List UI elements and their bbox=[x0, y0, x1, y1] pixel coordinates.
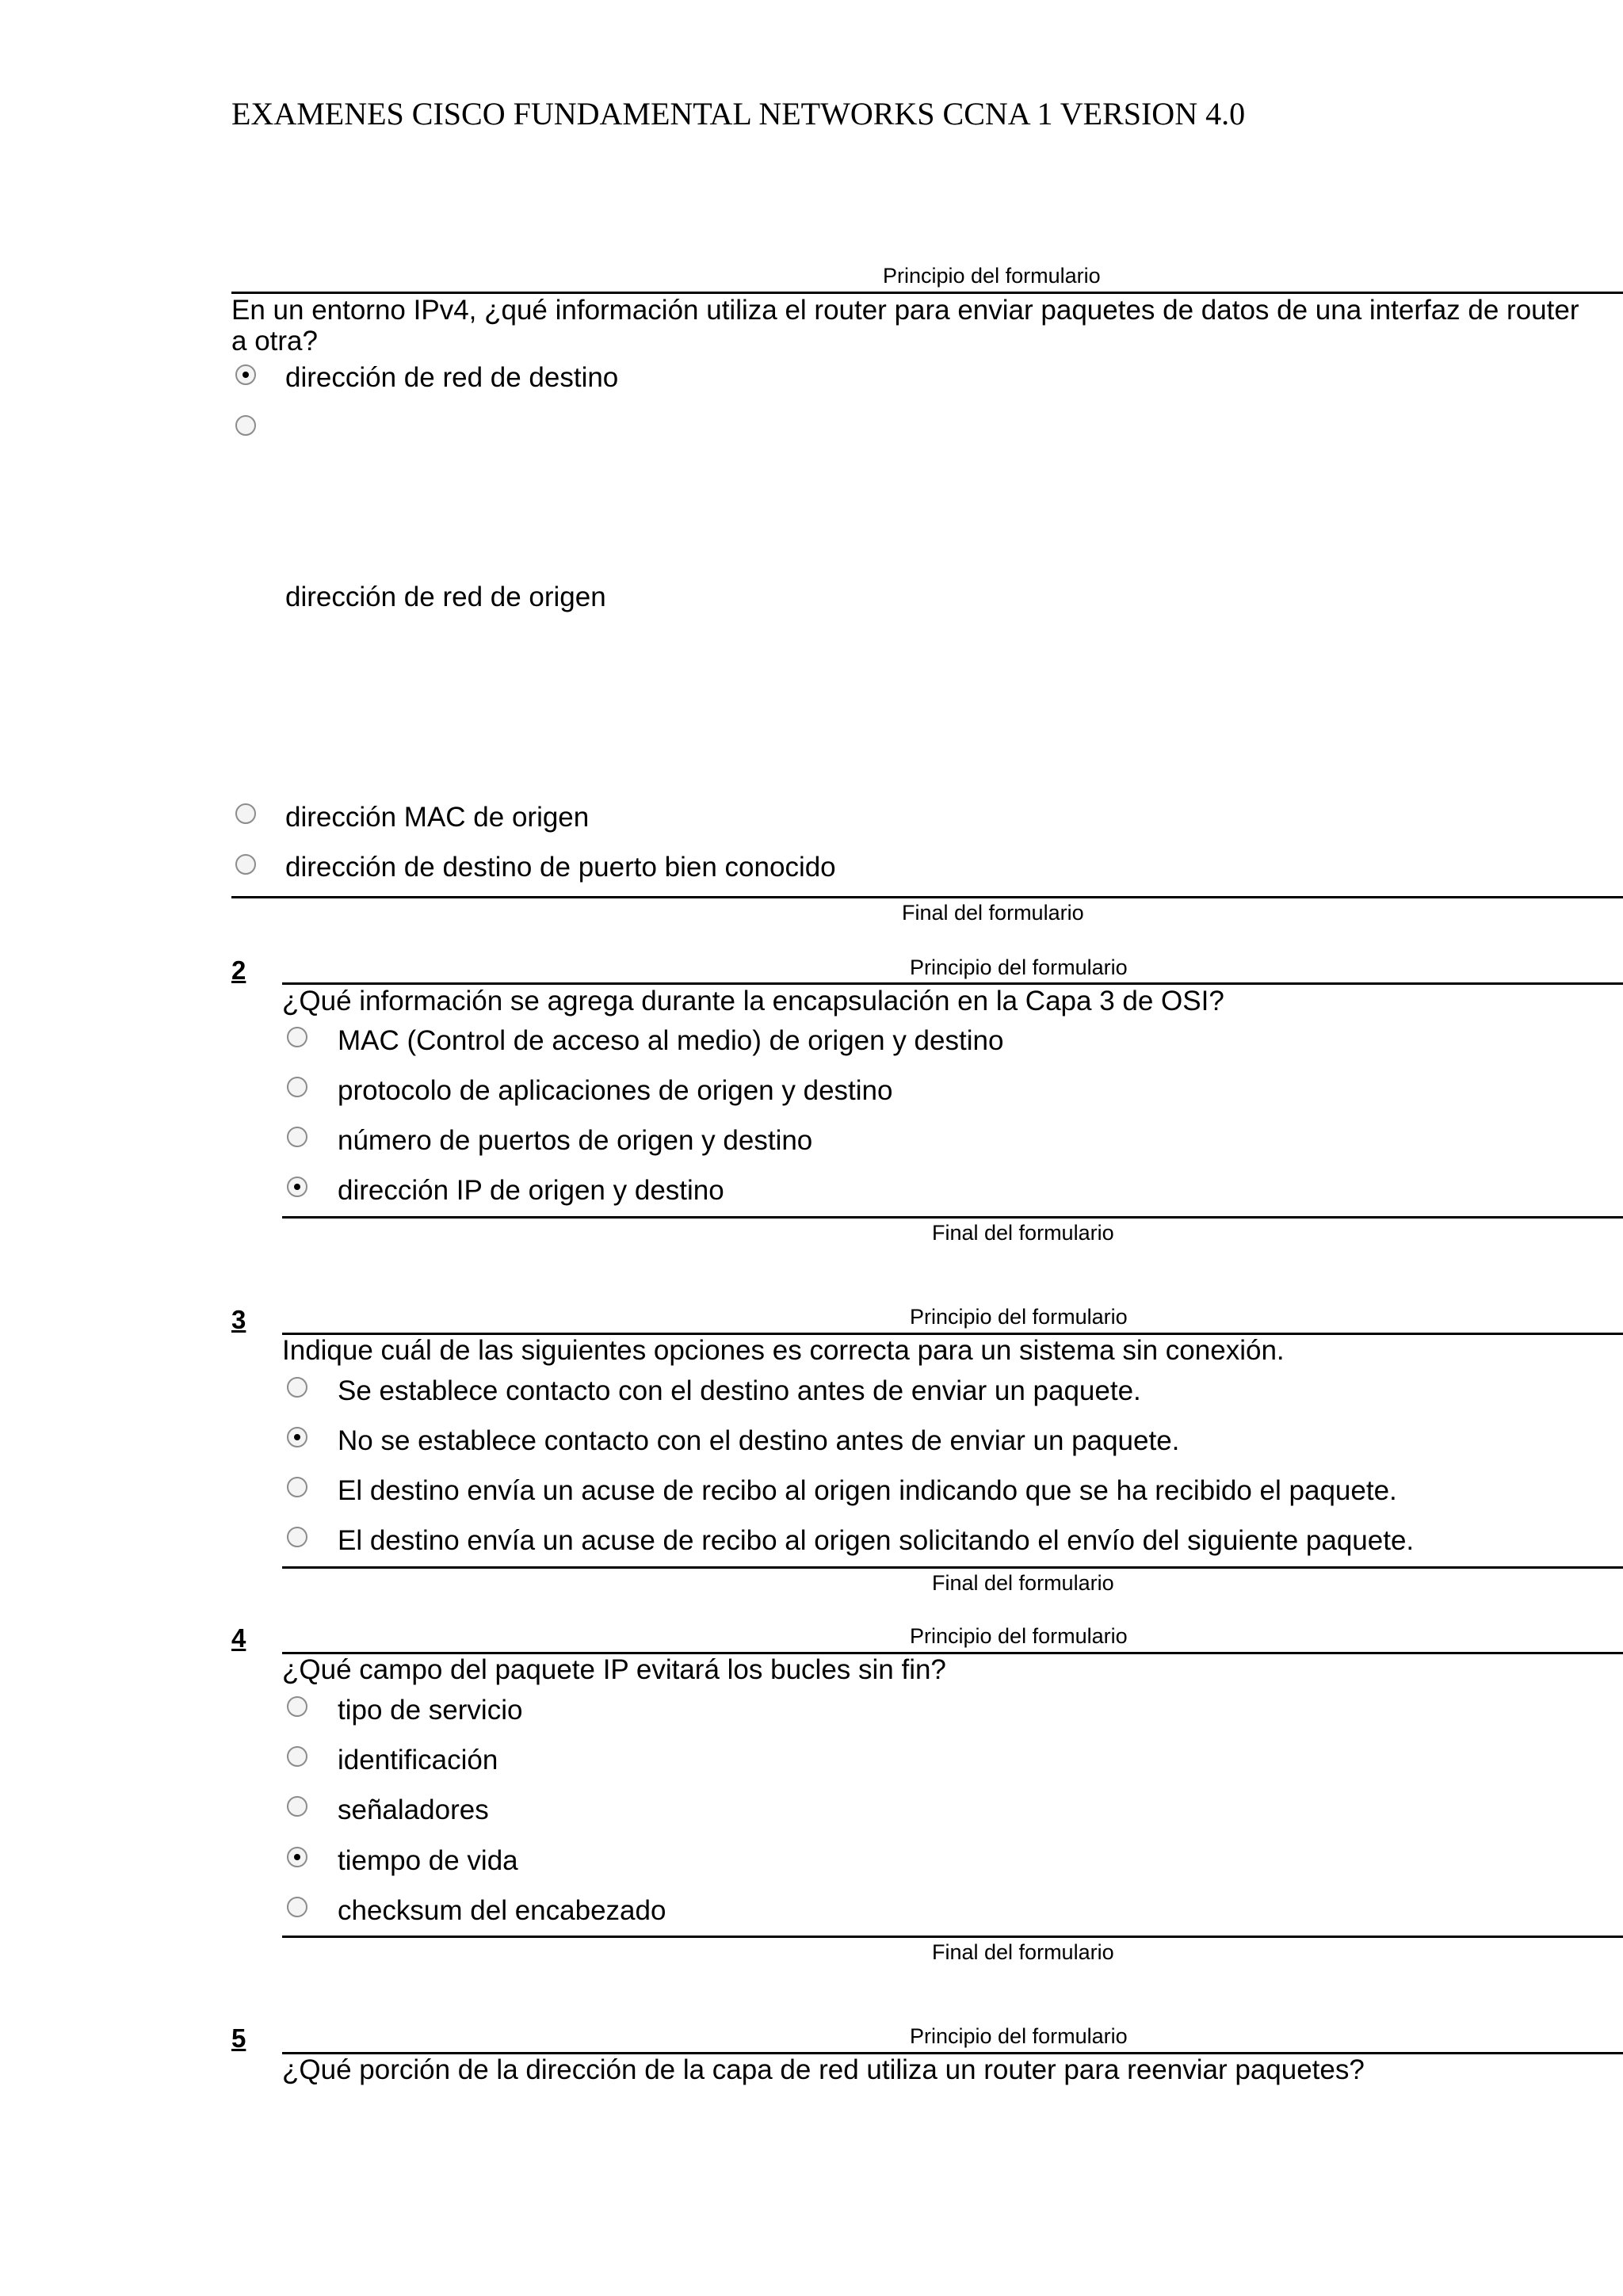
form-end-label: Final del formulario bbox=[902, 901, 1084, 925]
question-1-option-4-radio[interactable] bbox=[235, 854, 256, 875]
form-end-divider bbox=[282, 1216, 1623, 1219]
question-5-text: ¿Qué porción de la dirección de la capa de red utiliza un router para reenviar paquetes? bbox=[282, 2054, 1365, 2085]
question-4-option-4-label: tiempo de vida bbox=[338, 1845, 518, 1876]
form-end-label: Final del formulario bbox=[932, 1571, 1114, 1595]
question-1-option-1-radio[interactable] bbox=[235, 364, 256, 385]
form-end-label: Final del formulario bbox=[932, 1940, 1114, 1964]
question-4-option-2-label: identificación bbox=[338, 1745, 498, 1775]
question-1-option-1-label: dirección de red de destino bbox=[285, 362, 619, 393]
question-2-option-2-radio[interactable] bbox=[287, 1077, 307, 1097]
form-end-divider bbox=[231, 896, 1623, 898]
question-2-option-1-radio[interactable] bbox=[287, 1027, 307, 1047]
question-3-option-2-radio[interactable] bbox=[287, 1427, 307, 1447]
question-5-number: 5 bbox=[231, 2023, 246, 2053]
question-2-option-3-label: número de puertos de origen y destino bbox=[338, 1125, 813, 1156]
form-start-divider bbox=[231, 292, 1623, 294]
question-1-option-2-label: dirección de red de origen bbox=[285, 582, 606, 612]
question-4-option-3-radio[interactable] bbox=[287, 1796, 307, 1817]
question-1-option-2-radio[interactable] bbox=[235, 415, 256, 436]
question-3-text: Indique cuál de las siguientes opciones es correcta para un sistema sin conexión. bbox=[282, 1335, 1285, 1366]
question-4-option-1-radio[interactable] bbox=[287, 1696, 307, 1717]
question-2-option-2-label: protocolo de aplicaciones de origen y destino bbox=[338, 1075, 893, 1106]
question-3-option-3-label: El destino envía un acuse de recibo al origen indicando que se ha recibido el paquete. bbox=[338, 1475, 1397, 1506]
question-3-option-4-label: El destino envía un acuse de recibo al origen solicitando el envío del siguiente paquete. bbox=[338, 1525, 1415, 1556]
form-start-label: Principio del formulario bbox=[883, 264, 1101, 288]
question-3-option-2-label: No se establece contacto con el destino antes de enviar un paquete. bbox=[338, 1425, 1180, 1456]
question-2-option-3-radio[interactable] bbox=[287, 1127, 307, 1147]
question-4-option-5-radio[interactable] bbox=[287, 1897, 307, 1917]
form-start-label: Principio del formulario bbox=[910, 1624, 1128, 1648]
question-4-option-2-radio[interactable] bbox=[287, 1746, 307, 1767]
question-3-option-3-radio[interactable] bbox=[287, 1477, 307, 1497]
question-4-number: 4 bbox=[231, 1623, 246, 1653]
question-3-option-1-label: Se establece contacto con el destino antes de enviar un paquete. bbox=[338, 1375, 1141, 1406]
form-end-divider bbox=[282, 1936, 1623, 1938]
question-3-option-4-radio[interactable] bbox=[287, 1527, 307, 1547]
question-3-number: 3 bbox=[231, 1305, 246, 1334]
form-start-label: Principio del formulario bbox=[910, 955, 1128, 979]
question-1-text: En un entorno IPv4, ¿qué información utiliza el router para enviar paquetes de datos de una interfaz de router a otra? bbox=[231, 295, 1579, 357]
question-4-option-1-label: tipo de servicio bbox=[338, 1695, 523, 1726]
document-title: EXAMENES CISCO FUNDAMENTAL NETWORKS CCNA 1 VERSION 4.0 bbox=[231, 96, 1246, 132]
question-2-text: ¿Qué información se agrega durante la encapsulación en la Capa 3 de OSI? bbox=[282, 986, 1224, 1016]
question-2-number: 2 bbox=[231, 955, 246, 985]
question-2-option-4-radio[interactable] bbox=[287, 1177, 307, 1197]
form-end-divider bbox=[282, 1566, 1623, 1569]
question-4-text: ¿Qué campo del paquete IP evitará los bucles sin fin? bbox=[282, 1654, 946, 1685]
question-4-option-3-label: señaladores bbox=[338, 1794, 489, 1825]
question-2-option-1-label: MAC (Control de acceso al medio) de origen y destino bbox=[338, 1025, 1004, 1056]
question-2-option-4-label: dirección IP de origen y destino bbox=[338, 1175, 724, 1206]
question-1-option-3-label: dirección MAC de origen bbox=[285, 802, 590, 833]
question-1-option-3-radio[interactable] bbox=[235, 803, 256, 824]
question-4-option-4-radio[interactable] bbox=[287, 1847, 307, 1867]
form-start-label: Principio del formulario bbox=[910, 1305, 1128, 1329]
form-end-label: Final del formulario bbox=[932, 1221, 1114, 1245]
question-3-option-1-radio[interactable] bbox=[287, 1377, 307, 1398]
question-4-option-5-label: checksum del encabezado bbox=[338, 1895, 666, 1926]
question-1-option-4-label: dirección de destino de puerto bien conocido bbox=[285, 852, 836, 883]
form-start-label: Principio del formulario bbox=[910, 2024, 1128, 2048]
form-start-divider bbox=[282, 982, 1623, 985]
